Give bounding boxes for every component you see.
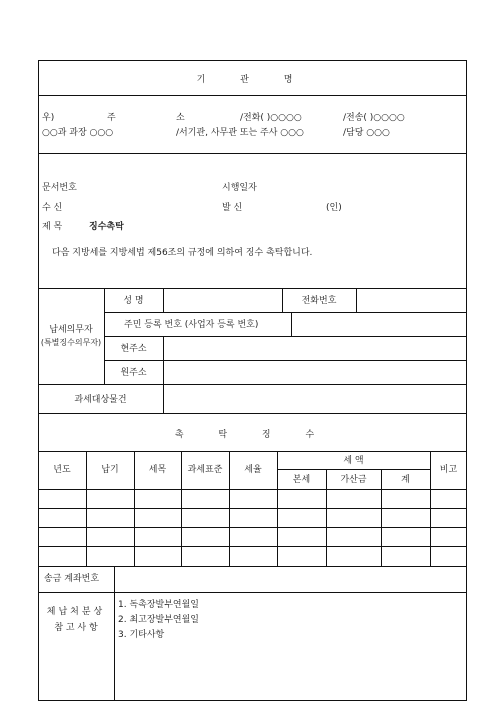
divider <box>291 312 292 336</box>
column-header-total: 계 <box>401 475 410 485</box>
fax-field: /전송( )○○○○ <box>343 113 405 123</box>
column-header-note: 비고 <box>439 465 458 475</box>
column-header-tax-item: 세목 <box>148 465 167 475</box>
division-field: ○○과 과장 ○○○ <box>42 128 114 138</box>
divider <box>104 336 467 337</box>
divider <box>38 527 467 528</box>
contact-field: /담당 ○○○ <box>343 128 390 138</box>
taxpayer-group-sub: (특별징수의무자) <box>40 338 102 347</box>
reference-item: 3. 기타사항 <box>118 630 165 640</box>
form-border <box>38 60 467 701</box>
subject-value: 징수촉탁 <box>89 222 124 232</box>
address-ju: 주 <box>107 113 116 123</box>
current-address-label: 현주소 <box>120 344 147 354</box>
recipient-label: 수 신 <box>42 203 63 213</box>
divider <box>163 288 164 312</box>
taxpayer-group-label: 납세의무자 <box>49 325 93 335</box>
divider <box>38 451 467 452</box>
column-header-tax-base: 과세표준 <box>187 465 223 475</box>
tax-object-label: 과세대상물건 <box>74 395 127 405</box>
divider <box>38 95 467 96</box>
column-header-tax-amount: 세 액 <box>343 456 364 466</box>
divider <box>38 153 467 154</box>
name-label: 성 명 <box>123 296 144 306</box>
reference-item: 1. 독촉장발부연월일 <box>118 600 200 610</box>
column-header-due: 납기 <box>101 465 119 475</box>
phone-field: /전화( )○○○○ <box>240 113 302 123</box>
divider <box>163 384 164 413</box>
divider <box>38 566 467 567</box>
seal-mark: (인) <box>326 203 342 213</box>
column-header-principal: 본세 <box>292 475 311 485</box>
divider <box>356 288 357 312</box>
doc-number-label: 문서번호 <box>42 183 77 193</box>
divider <box>38 413 467 414</box>
subject-label: 제 목 <box>42 222 63 232</box>
sender-label: 발 신 <box>222 203 243 213</box>
issue-date-label: 시행일자 <box>222 183 257 193</box>
address-label: 우) <box>42 113 55 123</box>
registration-number-label: 주민 등록 번호 (사업자 등록 번호) <box>124 320 259 330</box>
delinquent-label-line1: 체납처분상 <box>46 607 106 617</box>
divider <box>38 592 467 593</box>
body-text: 다음 지방세를 지방세법 제56조의 규정에 의하여 징수 촉탁합니다. <box>52 248 313 258</box>
collection-title: 촉 탁 징 수 <box>174 430 331 440</box>
phone-label: 전화번호 <box>301 296 337 306</box>
delinquent-label-line2: 참 고 사 항 <box>54 623 98 633</box>
address-so: 소 <box>176 113 185 123</box>
divider <box>38 489 467 490</box>
org-title: 기 관 명 <box>196 75 309 85</box>
divider <box>38 546 467 547</box>
account-label: 송금 계좌번호 <box>44 574 100 584</box>
column-header-surcharge: 가산금 <box>340 475 367 485</box>
divider <box>38 384 467 385</box>
divider <box>277 469 430 470</box>
divider <box>38 288 467 289</box>
divider <box>114 566 115 701</box>
divider <box>104 312 467 313</box>
divider <box>104 360 467 361</box>
column-header-tax-rate: 세율 <box>244 465 262 475</box>
reference-item: 2. 최고장발부연월일 <box>118 615 200 625</box>
original-address-label: 원주소 <box>120 368 147 378</box>
column-header-year: 년도 <box>53 465 71 475</box>
clerk-field: /서기관, 사무관 또는 주사 ○○○ <box>176 128 304 138</box>
divider <box>38 508 467 509</box>
